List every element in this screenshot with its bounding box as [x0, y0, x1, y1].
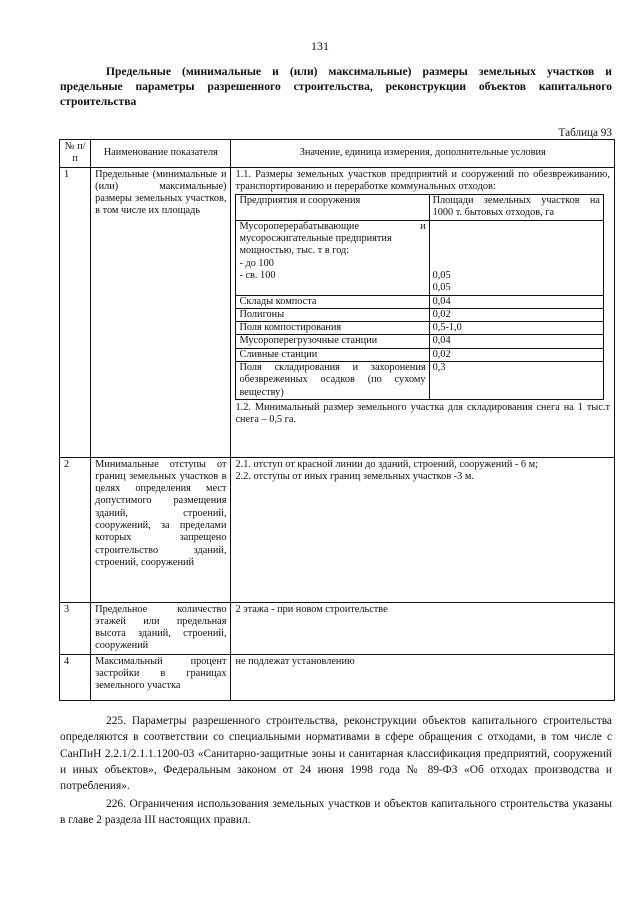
inner-area-cell: 0,02 [429, 308, 603, 321]
inner-facility-cell: Полигоны [236, 308, 429, 321]
inner-facility-cell: Склады компоста [236, 295, 429, 308]
row-value-line: 2.2. отступы от иных границ земельных участков -3 м. [235, 470, 474, 482]
paragraph-225: 225. Параметры разрешенного строительства, реконструкции объектов капитального строительства определяются в соответствии со специальными нормативами в сфере обращения с отходами, в том числе с СанПиН 2.2.1/2.1.1.1200-03 «Санитарно-защитные зоны и санитарная классификация предприятий, сооружений и иных объектов», Федеральным законом от 24 июня 1998 года № 89-ФЗ «Об отходах производства и потребления». [60, 715, 612, 793]
inner-area-line: 0,05 [432, 269, 451, 281]
paragraph-226: 226. Ограничения использования земельных участков и объектов капитального строительства указаны в главе 2 раздела III настоящих правил. [60, 798, 612, 827]
inner-row [236, 348, 604, 361]
inner-row [236, 362, 604, 400]
page-number: 131 [311, 39, 329, 53]
table-row [60, 654, 615, 700]
inner-spacer [433, 245, 600, 257]
inner-facility-cell: Сливные станции [236, 348, 429, 361]
inner-spacer [433, 233, 600, 245]
row-name: Минимальные отступы от границ земельных участков в целях определения мест допустимого размещения зданий, строений, сооружений, за пределами которых запрещено строительство зданий, строений, сооружений [91, 457, 231, 602]
inner-area-line: 0,05 [432, 282, 451, 294]
table-row [60, 602, 615, 654]
inner-row [236, 322, 604, 335]
header-name: Наименование показателя [91, 140, 231, 168]
inner-area-cell: 0,04 [429, 335, 603, 348]
inner-table-wrap [235, 194, 610, 400]
inner-area-cell: 0,3 [429, 362, 603, 400]
inner-facility-line: мощностью, тыс. т в год: [239, 245, 350, 257]
inner-spacer [433, 258, 600, 270]
inner-facility-line: - св. 100 [239, 269, 276, 281]
waste-facilities-table [235, 194, 604, 400]
inner-row [236, 220, 604, 295]
row-value-outro: 1.2. Минимальный размер земельного участка для складирования снега на 1 тыс.т снега – 0,5 га. [235, 401, 610, 426]
inner-facility-cell: Мусороперегрузочные станции [236, 335, 429, 348]
header-value: Значение, единица измерения, дополнительные условия [231, 140, 615, 168]
inner-area-cell: 0,5-1,0 [429, 322, 603, 335]
table-row [60, 167, 615, 457]
inner-row [236, 308, 604, 321]
parameters-table [59, 139, 615, 701]
row-value-intro: 1.1. Размеры земельных участков предприятий и сооружений по обезвреживанию, транспортированию и переработке коммунальных отходов: [235, 168, 610, 192]
row-name: Предельное количество этажей или предельная высота зданий, строений, сооружений [91, 602, 231, 654]
table-row [60, 457, 615, 602]
inner-area-cell: 0,02 [429, 348, 603, 361]
row-number: 3 [60, 602, 91, 654]
row-number: 1 [60, 167, 91, 457]
inner-header-area: Площади земельных участков на 1000 т. бытовых отходов, га [429, 195, 603, 221]
table-caption: Таблица 93 [558, 127, 612, 139]
inner-area-cell: 0,04 [429, 295, 603, 308]
row-value [231, 167, 615, 457]
inner-header-facility: Предприятия и сооружения [236, 195, 429, 221]
inner-facility-line: Мусороперерабатывающие и мусоросжигательные предприятия [239, 220, 426, 245]
inner-header-row [236, 195, 604, 221]
row-value [231, 457, 615, 602]
row-value: не подлежат установлению [231, 654, 615, 700]
row-value: 2 этажа - при новом строительстве [231, 602, 615, 654]
inner-row [236, 295, 604, 308]
inner-facility-line: - до 100 [239, 257, 274, 269]
row-name: Максимальный процент застройки в границах земельного участка [91, 654, 231, 700]
row-number: 2 [60, 457, 91, 602]
inner-spacer [433, 221, 600, 233]
inner-facility-cell: Поля складирования и захоронения обезвреженных осадков (по сухому веществу) [236, 362, 429, 400]
inner-facility-cell: Поля компостирования [236, 322, 429, 335]
header-num: № п/п [60, 140, 91, 168]
row-value-line: 2.1. отступ от красной линии до зданий, строений, сооружений - 6 м; [235, 458, 539, 470]
inner-area-cell [429, 220, 603, 295]
document-title: Предельные (минимальные и (или) максимальные) размеры земельных участков и предельные параметры разрешенного строительства, реконструкции объектов капитального строительства [60, 65, 612, 108]
inner-row [236, 335, 604, 348]
inner-facility-cell [236, 220, 429, 295]
row-number: 4 [60, 654, 91, 700]
table-header-row [60, 140, 615, 168]
row-name: Предельные (минимальные и (или) максимальные) размеры земельных участков, в том числе их площадь [91, 167, 231, 457]
